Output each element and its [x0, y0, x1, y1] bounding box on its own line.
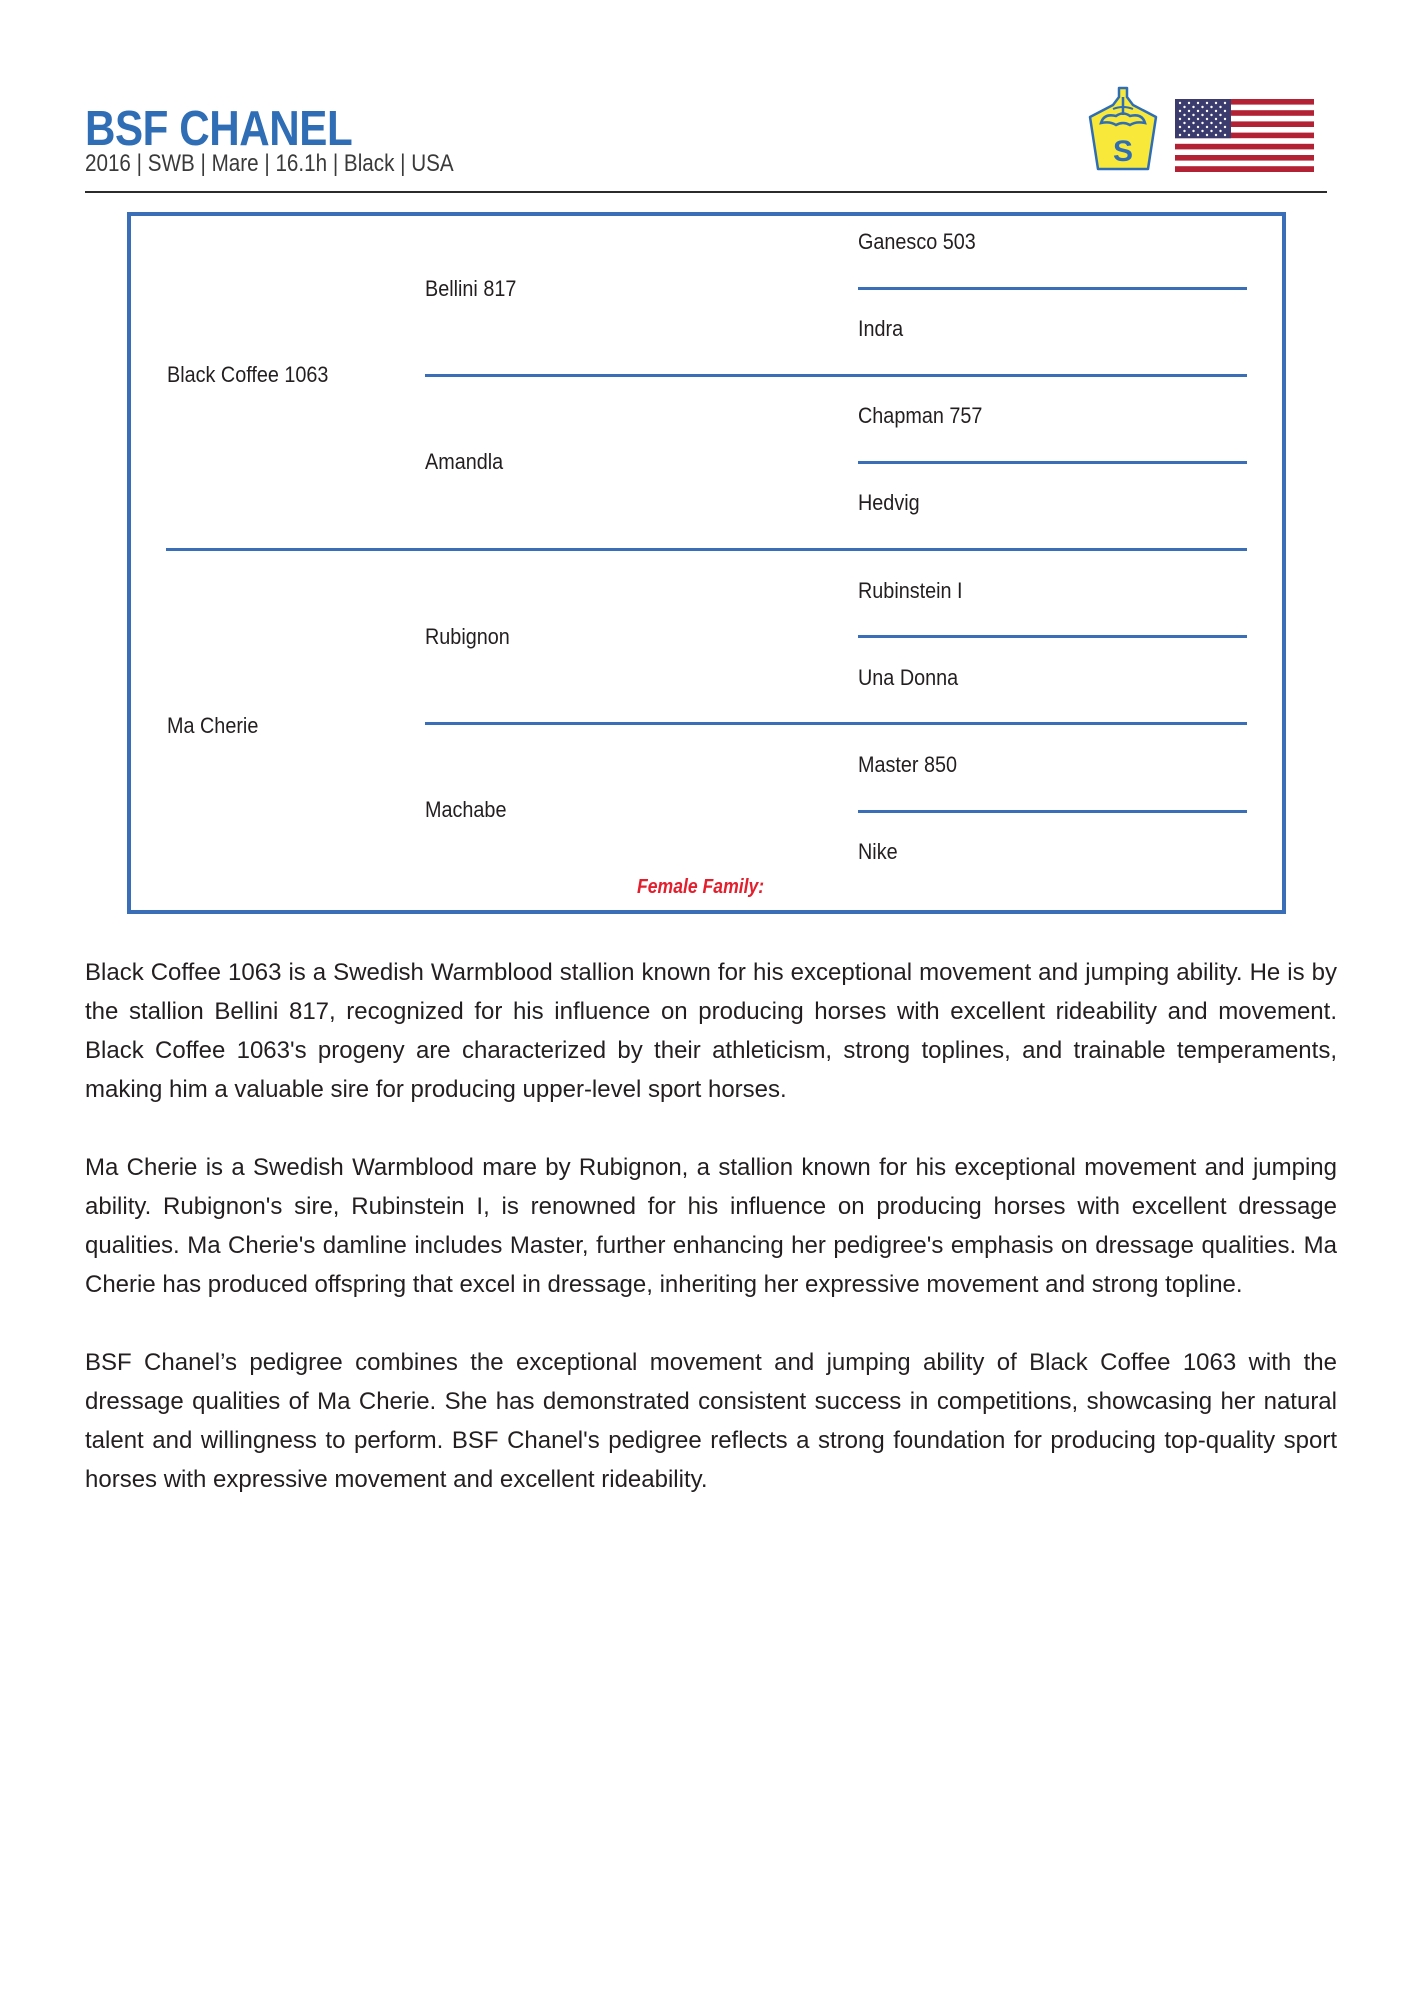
dam-sire-dam-name: Una Donna — [858, 665, 959, 690]
description-paragraph-dam: Ma Cherie is a Swedish Warmblood mare by Rubignon, a stallion known for his exceptional movement and jumping ability. Rubignon's sire, Rubinstein I, is renowned for his influence on producing horses with excellent dressage qualities. Ma Cherie's damline includes Master, further enhancing her pedigree's emphasis on dressage qualities. Ma Cherie has produced offspring that excel in dressage, inheriting her expressive movement and strong topline. — [85, 1154, 1337, 1298]
description — [85, 953, 1337, 1499]
pedigree-chart — [127, 212, 1286, 914]
gen3-divider — [858, 461, 1247, 464]
gen1-divider — [166, 548, 1247, 551]
sire-sire-name: Bellini 817 — [425, 276, 517, 301]
gen2-divider — [425, 722, 1247, 725]
horse-name-title: BSF CHANEL — [85, 102, 353, 156]
sire-dam-sire-name: Chapman 757 — [858, 403, 983, 428]
sire-sire-sire-name: Ganesco 503 — [858, 229, 976, 254]
swedish-warmblood-logo-icon — [1086, 85, 1160, 175]
dam-dam-sire-name: Master 850 — [858, 752, 958, 777]
dam-dam-name: Machabe — [425, 797, 507, 822]
description-paragraph-sire: Black Coffee 1063 is a Swedish Warmblood stallion known for his exceptional movement and jumping ability. He is by the stallion Bellini 817, recognized for his influence on producing horses with excellent rideability and movement. Black Coffee 1063's progeny are characterized by their athleticism, strong toplines, and trainable temperaments, making him a valuable sire for producing upper-level sport horses. — [85, 959, 1337, 1103]
gen3-divider — [858, 287, 1247, 290]
description-paragraph-summary: BSF Chanel’s pedigree combines the exceptional movement and jumping ability of Black Coffee 1063 with the dressage qualities of Ma Cherie. She has demonstrated consistent success in competitions, showcasing her natural talent and willingness to perform. BSF Chanel's pedigree reflects a strong foundation for producing top-quality sport horses with expressive movement and excellent rideability. — [85, 1349, 1337, 1493]
gen2-divider — [425, 374, 1247, 377]
gen3-divider — [858, 635, 1247, 638]
dam-dam-dam-name: Nike — [858, 839, 898, 864]
dam-name: Ma Cherie — [167, 713, 259, 738]
logo-letter: S — [1112, 135, 1134, 168]
female-family-label: Female Family: — [637, 876, 765, 898]
header-divider — [85, 191, 1327, 193]
usa-flag-icon — [1175, 99, 1314, 172]
sire-dam-name: Amandla — [425, 449, 504, 474]
sire-sire-dam-name: Indra — [858, 316, 904, 341]
horse-details-subtitle: 2016 | SWB | Mare | 16.1h | Black | USA — [85, 150, 454, 177]
gen3-divider — [858, 810, 1247, 813]
dam-sire-sire-name: Rubinstein I — [858, 578, 963, 603]
dam-sire-name: Rubignon — [425, 624, 510, 649]
sire-name: Black Coffee 1063 — [167, 362, 329, 387]
sire-dam-dam-name: Hedvig — [858, 490, 920, 515]
